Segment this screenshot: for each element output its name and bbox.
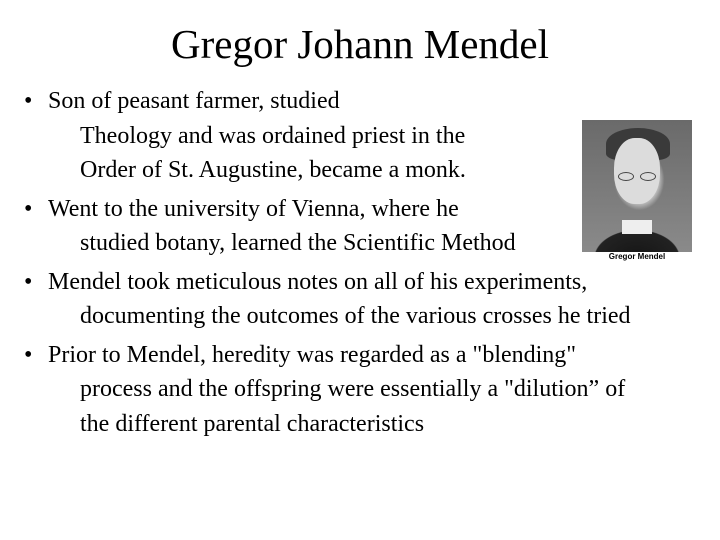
bullet-text-line: Son of peasant farmer, studied bbox=[48, 88, 340, 114]
bullet-text-line: Order of St. Augustine, became a monk. bbox=[80, 157, 466, 183]
bullet-icon: • bbox=[24, 268, 33, 295]
bullet-text-line: the different parental characteristics bbox=[80, 410, 425, 437]
bullet-text-line: Prior to Mendel, heredity was regarded as a "blending" bbox=[48, 341, 577, 368]
bullet-icon: • bbox=[24, 195, 33, 222]
bullet-icon: • bbox=[24, 88, 33, 114]
portrait-face bbox=[614, 138, 660, 204]
bullet-icon: • bbox=[24, 341, 33, 368]
slide-title: Gregor Johann Mendel bbox=[170, 21, 549, 67]
mendel-portrait bbox=[582, 120, 692, 252]
bullet-item bbox=[24, 265, 704, 334]
bullet-text-line: Mendel took meticulous notes on all of his experiments, bbox=[48, 268, 588, 295]
bullet-text-line: Went to the university of Vienna, where he bbox=[48, 195, 459, 222]
bullet-text-line: process and the offspring were essentially a "dilution” of bbox=[80, 376, 626, 402]
bullet-text-line: Theology and was ordained priest in the bbox=[80, 122, 466, 149]
bullet-text-line: studied botany, learned the Scientific Method bbox=[80, 230, 516, 256]
portrait-glasses bbox=[612, 172, 664, 180]
portrait-caption: Gregor Mendel bbox=[608, 252, 666, 261]
portrait-collar bbox=[622, 220, 652, 234]
bullet-text-line: documenting the outcomes of the various crosses he tried bbox=[80, 303, 631, 329]
bullet-item bbox=[24, 338, 704, 442]
